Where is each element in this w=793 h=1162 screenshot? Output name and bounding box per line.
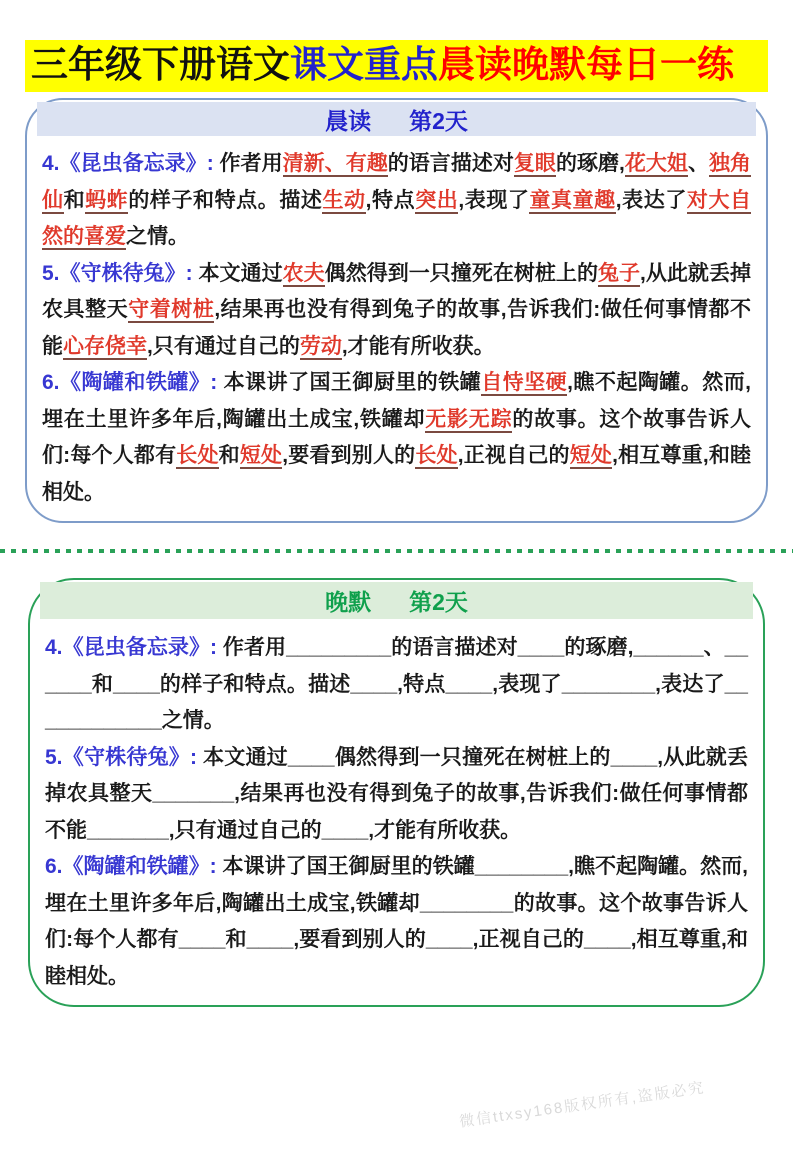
evening-header-label: 晚默 [325, 589, 372, 615]
copyright-watermark: 微信ttxsy168版权所有,盗版必究 [458, 1079, 707, 1131]
plain-text: 的语言描述对 [387, 152, 514, 175]
plain-text: ,从此就丢掉农具整天 [42, 261, 751, 321]
keyword-text: 长处 [415, 444, 458, 467]
title-part-drill: 晨读晚默每日一练 [438, 44, 734, 85]
plain-text: 和 [218, 444, 240, 467]
keyword-text: 心存侥幸 [63, 334, 147, 358]
keyword-text: 农夫 [282, 261, 325, 285]
keyword-text: 短处 [239, 444, 283, 467]
plain-text: ,相互尊重,和睦相处。 [42, 444, 752, 504]
plain-text: 本文通过____偶然得到一只撞死在树桩上的____,从此就丢掉农具整天_______,结果再也没有得到兔子的故事,告诉我们:做任何事情都不能_______,只有通过自己的____,才能有所收获。 [45, 745, 748, 842]
plain-text: 的样子和特点。描述 [128, 188, 323, 212]
item-title: 5.《守株待兔》: [42, 261, 193, 285]
morning-section-header [37, 102, 756, 136]
keyword-text: 短处 [569, 444, 613, 467]
plain-text: 之情。 [126, 225, 189, 248]
lesson-item [45, 630, 748, 740]
lesson-item [45, 849, 748, 995]
keyword-text: 独角仙 [42, 152, 752, 212]
plain-text: ,正视自己的 [457, 444, 570, 467]
item-title: 4.《昆虫备忘录》: [45, 636, 218, 659]
keyword-text: 自恃坚硬 [481, 371, 568, 394]
item-title: 6.《陶罐和铁罐》: [42, 371, 218, 394]
keyword-text: 劳动 [299, 334, 342, 358]
plain-text: 、 [687, 152, 709, 175]
keyword-text: 花大姐 [624, 152, 688, 175]
plain-text: ,表现了 [458, 188, 530, 212]
item-title: 4.《昆虫备忘录》: [42, 152, 214, 175]
keyword-text: 突出 [415, 188, 459, 212]
morning-reading-section [25, 98, 768, 523]
evening-section-header [40, 582, 753, 619]
morning-header-label: 晨读 [325, 107, 372, 134]
plain-text: ,瞧不起陶罐。然而,埋在土里许多年后,陶罐出土成宝,铁罐却 [42, 371, 752, 431]
keyword-text: 对大自然的喜爱 [42, 188, 752, 248]
evening-dictation-section [28, 578, 765, 1007]
morning-section-content [27, 100, 766, 511]
plain-text: 本文通过 [192, 261, 283, 285]
keyword-text: 蚂蚱 [85, 188, 129, 212]
keyword-text: 生动 [322, 188, 366, 212]
item-title: 6.《陶罐和铁罐》: [45, 855, 217, 878]
evening-header-day: 第2天 [409, 589, 468, 615]
plain-text: ,只有通过自己的 [147, 334, 300, 358]
plain-text: 本课讲了国王御厨里的铁罐________,瞧不起陶罐。然而,埋在土里许多年后,陶罐出土成宝,铁罐却________的故事。这个故事告诉人们:每个人都有____和____,要看到别人的____,正视自己的____,相互尊重,和睦相处。 [45, 855, 748, 988]
plain-text: 本课讲了国王御厨里的铁罐 [217, 371, 482, 394]
lesson-item [42, 146, 751, 256]
lesson-item [42, 256, 751, 366]
lesson-item [42, 365, 751, 511]
keyword-text: 无影无踪 [425, 407, 513, 431]
plain-text: 和 [63, 188, 86, 212]
plain-text: 的琢磨, [555, 152, 625, 175]
plain-text: 作者用 [213, 152, 283, 175]
plain-text: ,特点 [365, 188, 416, 212]
dotted-divider [0, 549, 793, 553]
plain-text: ,结果再也没有得到兔子的故事,告诉我们:做任何事情都不能 [42, 298, 751, 358]
keyword-text: 守着树桩 [128, 298, 215, 321]
title-part-grade: 三年级下册语文 [31, 44, 290, 85]
title-part-focus: 课文重点 [290, 44, 438, 85]
item-title: 5.《守株待兔》: [45, 745, 197, 769]
keyword-text: 清新、有趣 [282, 152, 388, 175]
plain-text: ,表达了 [615, 188, 687, 212]
plain-text: ,才能有所收获。 [341, 334, 495, 358]
keyword-text: 长处 [176, 444, 219, 467]
plain-text: 的故事。这个故事告诉人们:每个人都有 [42, 407, 752, 467]
keyword-text: 童真童趣 [529, 188, 616, 212]
evening-section-content [30, 580, 763, 995]
page-title [25, 40, 768, 92]
plain-text: ,要看到别人的 [282, 444, 416, 467]
morning-header-day: 第2天 [409, 107, 468, 134]
plain-text: 作者用_________的语言描述对____的琢磨,______、______和____的样子和特点。描述____,特点____,表现了________,表达了____________之情。 [45, 636, 748, 732]
keyword-text: 复眼 [513, 152, 556, 175]
keyword-text: 兔子 [597, 261, 641, 285]
plain-text: 偶然得到一只撞死在树桩上的 [324, 261, 598, 285]
lesson-item [45, 740, 748, 850]
